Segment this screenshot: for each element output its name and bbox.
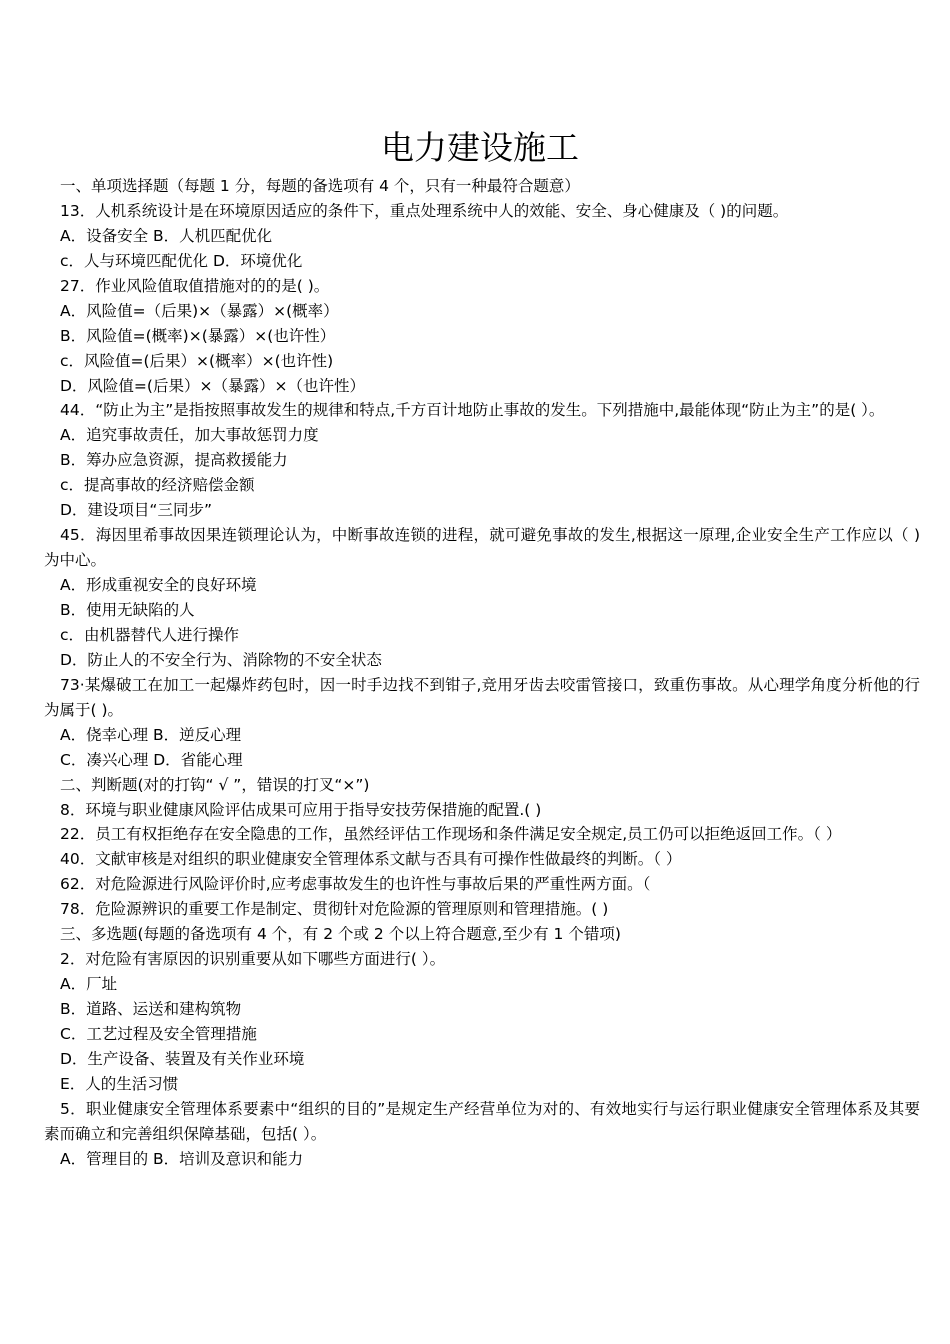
question-tf-22 [44, 822, 920, 847]
question-mc-5-options-ab: A．管理目的 B．培训及意识和能力 [60, 1149, 304, 1168]
question-44-option-b: B．筹办应急资源，提高救援能力 [60, 451, 288, 470]
section-heading-multiple-choice: 三、多选题(每题的备选项有 4 个，有 2 个或 2 个以上符合题意,至少有 1 个错项) [60, 925, 621, 944]
question-73-text: 73·某爆破工在加工一起爆炸药包时，因一时手边找不到钳子,竞用牙齿去咬雷管接口，致重伤事故。从心理学角度分析他的行为属于( )。 [44, 675, 920, 719]
question-13: 13．人机系统设计是在环境原因适应的条件下，重点处理系统中人的效能、安全、身心健康及（ )的问题。 [60, 201, 789, 220]
document-body [44, 174, 920, 1172]
question-27-option-a: A．风险值=（后果)×（暴露）×(概率） [60, 301, 339, 320]
question-44-option-c: c．提高事故的经济赔偿金额 [60, 476, 255, 495]
question-27: 27．作业风险值取值措施对的的是( )。 [60, 276, 330, 295]
question-mc-2-option-c: C．工艺过程及安全管理措施 [60, 1024, 257, 1043]
section-heading-single-choice: 一、单项选择题（每题 1 分，每题的备选项有 4 个，只有一种最符合题意） [60, 177, 580, 195]
question-44-option-a: A．追究事故责任，加大事故惩罚力度 [60, 426, 319, 445]
question-45-text: 45．海因里希事故因果连锁理论认为，中断事故连锁的进程，就可避免事故的发生,根据这一原理,企业安全生产工作应以（ )为中心。 [44, 526, 920, 570]
question-73-options-ab: A．侥幸心理 B．逆反心理 [60, 725, 242, 744]
question-45-option-b: B．使用无缺陷的人 [60, 600, 195, 619]
question-mc-2-option-a: A．厂址 [60, 975, 118, 994]
document-title: 电力建设施工 [381, 128, 579, 167]
question-mc-5 [44, 1097, 920, 1147]
question-44-text: 44．“防止为主”是指按照事故发生的规律和特点,千方百计地防止事故的发生。下列措施中,最能体现“防止为主”的是( ）。 [60, 401, 885, 420]
question-tf-40: 40．文献审核是对组织的职业健康安全管理体系文献与否具有可操作性做最终的判断。（ ） [60, 850, 682, 869]
question-45-option-d: D．防止人的不安全行为、消除物的不安全状态 [60, 650, 382, 669]
question-tf-8: 8．环境与职业健康风险评估成果可应用于指导安技劳保措施的配置.( ) [60, 800, 542, 819]
question-27-option-c: c．风险值=(后果）×(概率）×(也许性) [60, 351, 334, 370]
question-73 [44, 673, 920, 723]
question-44 [44, 398, 920, 423]
question-tf-78: 78．危险源辨识的重要工作是制定、贯彻针对危险源的管理原则和管理措施。( ) [60, 900, 609, 919]
question-73-options-cd: C．凑兴心理 D．省能心理 [60, 750, 243, 769]
question-45-option-c: c．由机器替代人进行操作 [60, 625, 240, 644]
question-mc-2-option-e: E．人的生活习惯 [60, 1074, 179, 1093]
question-tf-22-text: 22．员工有权拒绝存在安全隐患的工作，虽然经评估工作现场和条件满足安全规定,员工仍可以拒绝返回工作。（ ） [60, 825, 842, 844]
question-mc-5-text: 5．职业健康安全管理体系要素中“组织的目的”是规定生产经营单位为对的、有效地实行与运行职业健康安全管理体系及其要素而确立和完善组织保障基础，包括( ）。 [44, 1099, 920, 1143]
question-mc-2: 2．对危险有害原因的识别重要从如下哪些方面进行( ）。 [60, 950, 446, 969]
question-mc-2-option-b: B．道路、运送和建构筑物 [60, 1000, 242, 1019]
question-mc-2-option-d: D．生产设备、装置及有关作业环境 [60, 1049, 305, 1068]
question-27-option-b: B．风险值=(概率)×(暴露）×(也许性） [60, 326, 336, 345]
question-tf-62: 62．对危险源进行风险评价时,应考虑事故发生的也许性与事故后果的严重性两方面。（ [60, 875, 651, 894]
question-44-option-d: D．建设项目“三同步” [60, 501, 212, 520]
question-45 [44, 523, 920, 573]
section-heading-true-false: 二、判断题(对的打钩“ √ ”，错误的打叉“×”) [60, 775, 370, 794]
question-45-option-a: A．形成重视安全的良好环境 [60, 576, 257, 595]
question-27-option-d: D．风险值=(后果）×（暴露）×（也许性） [60, 376, 365, 395]
question-13-options-cd: c．人与环境匹配优化 D．环境优化 [60, 251, 303, 270]
question-13-options-ab: A．设备安全 B．人机匹配优化 [60, 226, 273, 245]
